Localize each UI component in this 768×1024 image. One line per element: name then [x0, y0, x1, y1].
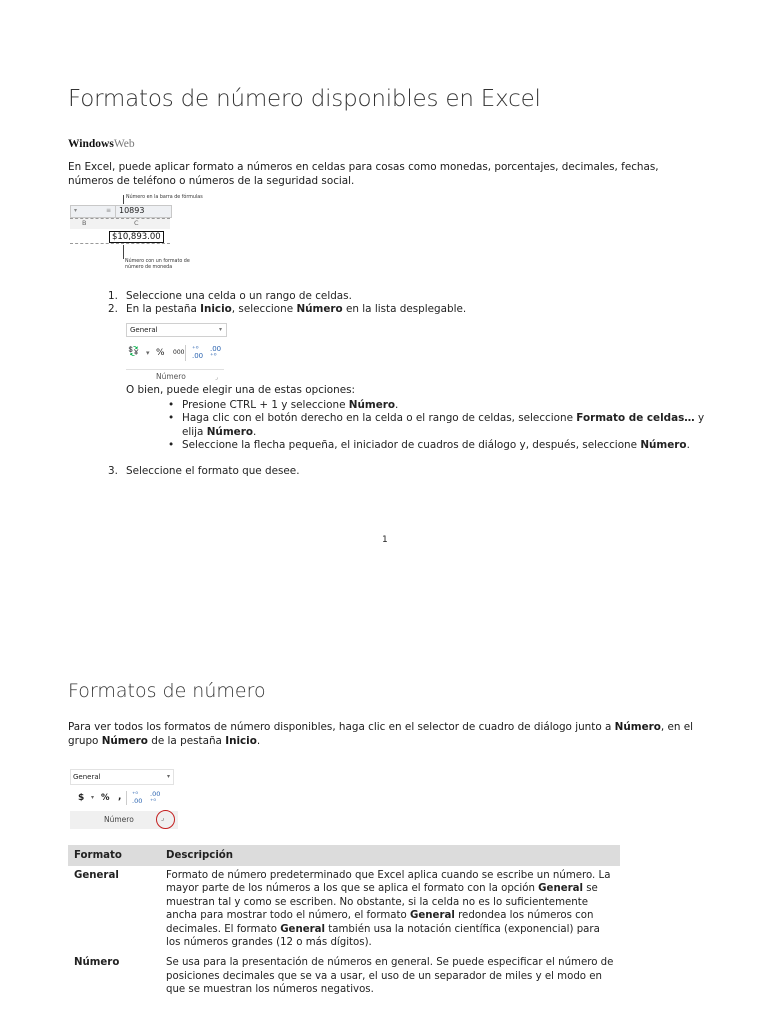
section-intro: Para ver todos los formatos de número disponibles, haga clic en el selector de cuadro de diálogo junto a Número, en el grupo Número de la pestaña Inicio. [68, 721, 694, 747]
thousands-icon[interactable]: 000 [173, 349, 185, 356]
column-b-header: B [82, 219, 87, 227]
currency-icon[interactable]: 💱 [128, 347, 140, 357]
decrease-decimal-icon[interactable]: .00 ⁺⁰ [210, 345, 222, 360]
or-text: O bien, puede elegir una de estas opciones: [126, 384, 356, 396]
cell-format-figure: Número en la barra de fórmulas ▾ ≡ 10893 B C $10,893.00 Número con un formato de número de moneda [70, 195, 230, 275]
number-ribbon-group-2 [70, 769, 180, 833]
decrease-decimal-icon[interactable]: .00 ⁺⁰ [150, 790, 161, 805]
options-list [164, 399, 724, 453]
percent-icon[interactable]: % [156, 348, 165, 358]
list-item: 3. Seleccione el formato que desee. [108, 465, 300, 477]
list-item: • Presione CTRL + 1 y seleccione Número. [168, 399, 399, 411]
chevron-down-icon: ▾ [218, 326, 222, 333]
table-row [68, 953, 620, 1000]
chevron-down-icon: ▾ [91, 794, 95, 801]
percent-icon[interactable]: % [101, 793, 110, 803]
chevron-down-icon: ▾ [146, 349, 150, 357]
increase-decimal-icon[interactable]: ⁺⁰ .00 [192, 345, 204, 360]
increase-decimal-icon[interactable]: ⁺⁰ .00 [132, 790, 143, 805]
dollar-icon[interactable]: $ [78, 793, 85, 803]
column-c-header: C [134, 219, 139, 227]
brand-logo: WindowsWeb [68, 138, 135, 150]
currency-cell: $10,893.00 [109, 231, 164, 243]
page-title: Formatos de número disponibles en Excel [68, 86, 541, 112]
list-item: • Seleccione la flecha pequeña, el iniciador de cuadros de diálogo y, después, seleccione Número. [168, 439, 690, 452]
list-item: 1. Seleccione una celda o un rango de celdas. [108, 290, 352, 302]
table-row [68, 866, 620, 953]
format-description: Formato de número predeterminado que Excel aplica cuando se escribe un número. La mayor parte de los números a los que se aplica el formato con la opción General se muestran tal y como se escriben. No obstante, si la celda no es lo suficientemente ancha para mostrar todo el número, el formato General redondea los números con decimales. El formato General también usa la notación científica (exponencial) para los números grandes (12 o más dígitos). [166, 870, 611, 949]
comma-icon[interactable]: , [118, 792, 122, 802]
dialog-launcher-icon[interactable]: ⌟ [215, 374, 218, 381]
column-header: Formato [68, 845, 160, 866]
steps-list [108, 290, 728, 317]
number-format-dropdown[interactable]: General ▾ [126, 323, 227, 337]
page-number: 1 [382, 535, 388, 545]
format-table [68, 845, 620, 1001]
step-3 [108, 465, 728, 478]
intro-paragraph: En Excel, puede aplicar formato a números en celdas para cosas como monedas, porcentajes, decimales, fechas, números de teléfono o números de la seguridad social. [68, 161, 659, 187]
section-title: Formatos de número [68, 680, 266, 702]
number-format-dropdown[interactable]: General ▾ [70, 769, 174, 785]
number-ribbon-group [126, 323, 226, 383]
ribbon-group-label: Número [104, 815, 134, 824]
dialog-launcher-highlight[interactable] [156, 810, 175, 829]
chevron-down-icon: ▾ [166, 773, 170, 780]
format-description: Se usa para la presentación de números en general. Se puede especificar el número de posiciones decimales que se va a usar, el uso de un separador de miles y el modo en que se muestran los números negativos. [166, 957, 614, 996]
format-name: General [74, 870, 119, 881]
column-header: Descripción [160, 845, 620, 866]
list-item: • Haga clic con el botón derecho en la celda o el rango de celdas, seleccione Formato de celdas… y elija Número. [168, 412, 705, 438]
table-header-row [68, 845, 620, 866]
dialog-launcher-icon[interactable]: ⌟ [161, 814, 165, 822]
list-item: 2. En la pestaña Inicio, seleccione Número en la lista desplegable. [108, 303, 467, 316]
ribbon-group-label: Número [156, 372, 186, 381]
currency-callout: Número con un formato de número de moneda [125, 259, 190, 270]
formula-bar-callout: Número en la barra de fórmulas [126, 195, 203, 200]
formula-value: 10893 [119, 206, 145, 215]
format-name: Número [74, 957, 120, 969]
